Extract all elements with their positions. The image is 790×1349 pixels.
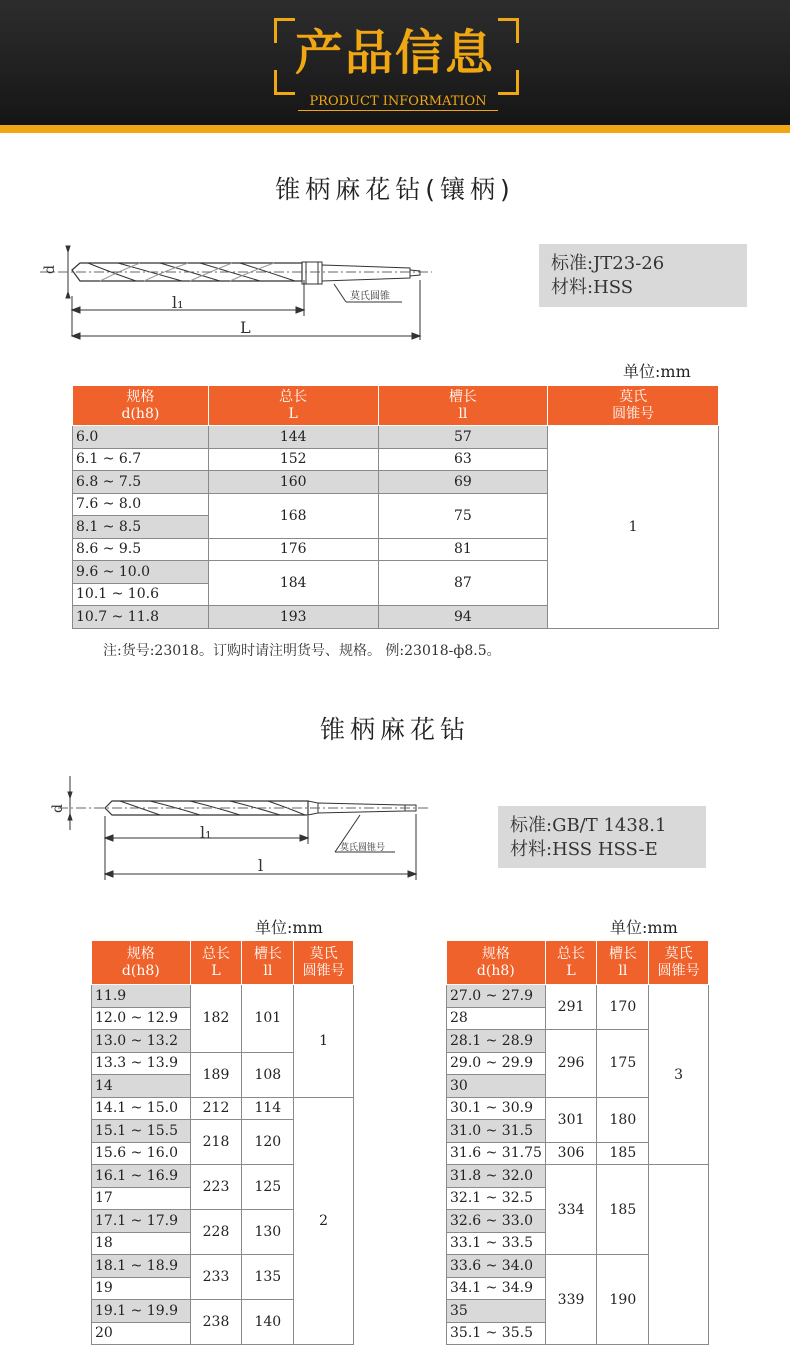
flute-cell: 175 (597, 1030, 649, 1098)
spec-cell: 31.8 ~ 32.0 (447, 1165, 546, 1188)
section2-diagram-label-taper: 莫氏圆锥号 (340, 843, 386, 853)
flute-cell: 135 (242, 1255, 294, 1300)
spec-cell: 15.1 ~ 15.5 (92, 1120, 191, 1143)
section2-diagram-label-l: l (258, 856, 264, 875)
spec-cell: 28 (447, 1007, 546, 1030)
length-cell: 218 (190, 1120, 242, 1165)
length-cell: 168 (208, 493, 378, 538)
spec-cell: 14 (92, 1075, 191, 1098)
spec-cell: 35 (447, 1300, 546, 1323)
section1-diagram-label-L: L (240, 318, 251, 337)
spec-cell: 10.7 ~ 11.8 (73, 606, 209, 629)
spec-cell: 9.6 ~ 10.0 (73, 561, 209, 584)
spec-cell: 8.6 ~ 9.5 (73, 538, 209, 561)
section2-unit-left: 单位:mm (255, 918, 323, 937)
section1-unit: 单位:mm (623, 362, 691, 381)
spec-cell: 12.0 ~ 12.9 (92, 1007, 191, 1030)
section1-material: 材料:HSS (551, 277, 634, 298)
flute-cell: 185 (597, 1142, 649, 1165)
col-header-morse: 莫氏 圆锥号 (649, 941, 709, 985)
spec-cell: 6.8 ~ 7.5 (73, 471, 209, 494)
col-header-total-length: 总长 L (190, 941, 242, 985)
length-cell: 189 (190, 1052, 242, 1097)
spec-cell: 30.1 ~ 30.9 (447, 1097, 546, 1120)
table-row (73, 426, 719, 449)
section2-diagram-label-d: d (50, 804, 66, 813)
morse-cell: 3 (649, 985, 709, 1165)
length-cell: 152 (208, 448, 378, 471)
col-header-flute-length: 槽长 ll (378, 386, 548, 426)
flute-cell: 120 (242, 1120, 294, 1165)
length-cell: 291 (545, 985, 597, 1030)
section1-diagram-label-d: d (42, 265, 58, 274)
flute-cell: 57 (378, 426, 548, 449)
section1-diagram-label-l1: l₁ (172, 293, 184, 312)
length-cell: 144 (208, 426, 378, 449)
spec-cell: 7.6 ~ 8.0 (73, 493, 209, 516)
section1-title: 锥柄麻花钻(镶柄) (275, 175, 515, 204)
spec-cell: 13.3 ~ 13.9 (92, 1052, 191, 1075)
col-header-morse: 莫氏 圆锥号 (294, 941, 354, 985)
spec-cell: 33.6 ~ 34.0 (447, 1255, 546, 1278)
spec-cell: 29.0 ~ 29.9 (447, 1052, 546, 1075)
spec-cell: 27.0 ~ 27.9 (447, 985, 546, 1008)
section1-info-box (539, 244, 747, 307)
length-cell: 228 (190, 1210, 242, 1255)
col-header-flute-length: 槽长 ll (242, 941, 294, 985)
col-header-total-length: 总长 L (545, 941, 597, 985)
length-cell: 193 (208, 606, 378, 629)
spec-cell: 30 (447, 1075, 546, 1098)
flute-cell: 94 (378, 606, 548, 629)
flute-cell: 140 (242, 1300, 294, 1345)
spec-cell: 17 (92, 1187, 191, 1210)
flute-cell: 190 (597, 1255, 649, 1345)
spec-cell: 32.1 ~ 32.5 (447, 1187, 546, 1210)
flute-cell: 87 (378, 561, 548, 606)
table-row (92, 1097, 354, 1120)
length-cell: 233 (190, 1255, 242, 1300)
flute-cell: 180 (597, 1097, 649, 1142)
morse-cell: 1 (548, 426, 719, 629)
spec-cell: 28.1 ~ 28.9 (447, 1030, 546, 1053)
length-cell: 301 (545, 1097, 597, 1142)
page-header (0, 0, 790, 133)
length-cell: 184 (208, 561, 378, 606)
length-cell: 238 (190, 1300, 242, 1345)
morse-cell: 1 (294, 985, 354, 1098)
section2-material: 材料:HSS HSS-E (510, 839, 658, 860)
section2-info-box (498, 806, 706, 868)
header-title: 产品信息 (294, 25, 495, 81)
length-cell: 223 (190, 1165, 242, 1210)
table-header-row (92, 941, 354, 985)
spec-cell: 19 (92, 1277, 191, 1300)
spec-cell: 15.6 ~ 16.0 (92, 1142, 191, 1165)
col-header-spec: 规格 d(h8) (92, 941, 191, 985)
flute-cell: 130 (242, 1210, 294, 1255)
spec-cell: 17.1 ~ 17.9 (92, 1210, 191, 1233)
col-header-total-length: 总长 L (208, 386, 378, 426)
table-row (447, 1165, 709, 1188)
length-cell: 160 (208, 471, 378, 494)
section1-standard: 标准:JT23-26 (551, 253, 665, 274)
col-header-spec: 规格 d(h8) (447, 941, 546, 985)
table-header-row (73, 386, 719, 426)
length-cell: 176 (208, 538, 378, 561)
spec-cell: 31.0 ~ 31.5 (447, 1120, 546, 1143)
length-cell: 296 (545, 1030, 597, 1098)
section1-diagram-label-taper: 莫氏圆锥 (350, 291, 390, 302)
spec-cell: 31.6 ~ 31.75 (447, 1142, 546, 1165)
flute-cell: 101 (242, 985, 294, 1053)
section2-diagram-label-l1: l₁ (200, 823, 212, 842)
bracket-bottom-right (498, 70, 519, 95)
table-header-row (447, 941, 709, 985)
flute-cell: 81 (378, 538, 548, 561)
spec-cell: 13.0 ~ 13.2 (92, 1030, 191, 1053)
length-cell: 182 (190, 985, 242, 1053)
table-row (447, 985, 709, 1008)
morse-cell: 2 (294, 1097, 354, 1345)
section2-right-table (446, 940, 709, 1345)
spec-cell: 6.1 ~ 6.7 (73, 448, 209, 471)
flute-cell: 170 (597, 985, 649, 1030)
section1-drill-diagram (40, 236, 440, 346)
spec-cell: 8.1 ~ 8.5 (73, 516, 209, 539)
spec-cell: 11.9 (92, 985, 191, 1008)
flute-cell: 185 (597, 1165, 649, 1255)
section2-title: 锥柄麻花钻 (319, 715, 470, 744)
col-header-spec: 规格 d(h8) (73, 386, 209, 426)
col-header-morse: 莫氏 圆锥号 (548, 386, 719, 426)
header-accent-bar (0, 125, 790, 133)
spec-cell: 18.1 ~ 18.9 (92, 1255, 191, 1278)
length-cell: 339 (545, 1255, 597, 1345)
section2-unit-right: 单位:mm (610, 918, 678, 937)
spec-cell: 18 (92, 1232, 191, 1255)
header-subtitle: PRODUCT INFORMATION (298, 94, 498, 111)
spec-cell: 33.1 ~ 33.5 (447, 1232, 546, 1255)
flute-cell: 108 (242, 1052, 294, 1097)
flute-cell: 114 (242, 1097, 294, 1120)
section1-note: 注:货号:23018。订购时请注明货号、规格。 例:23018-ф8.5。 (103, 643, 501, 659)
spec-cell: 20 (92, 1322, 191, 1345)
spec-cell: 34.1 ~ 34.9 (447, 1277, 546, 1300)
table-row (92, 985, 354, 1008)
spec-cell: 10.1 ~ 10.6 (73, 583, 209, 606)
spec-cell: 19.1 ~ 19.9 (92, 1300, 191, 1323)
length-cell: 334 (545, 1165, 597, 1255)
flute-cell: 75 (378, 493, 548, 538)
spec-cell: 35.1 ~ 35.5 (447, 1322, 546, 1345)
flute-cell: 69 (378, 471, 548, 494)
spec-cell: 6.0 (73, 426, 209, 449)
section2-standard: 标准:GB/T 1438.1 (510, 815, 667, 836)
spec-cell: 14.1 ~ 15.0 (92, 1097, 191, 1120)
morse-cell (649, 1165, 709, 1345)
section1-spec-table (72, 385, 719, 629)
section2-left-table (91, 940, 354, 1345)
flute-cell: 63 (378, 448, 548, 471)
spec-cell: 16.1 ~ 16.9 (92, 1165, 191, 1188)
bracket-top-right (498, 18, 519, 43)
length-cell: 306 (545, 1142, 597, 1165)
col-header-flute-length: 槽长 ll (597, 941, 649, 985)
section2-drill-diagram (50, 770, 430, 885)
spec-cell: 32.6 ~ 33.0 (447, 1210, 546, 1233)
length-cell: 212 (190, 1097, 242, 1120)
flute-cell: 125 (242, 1165, 294, 1210)
